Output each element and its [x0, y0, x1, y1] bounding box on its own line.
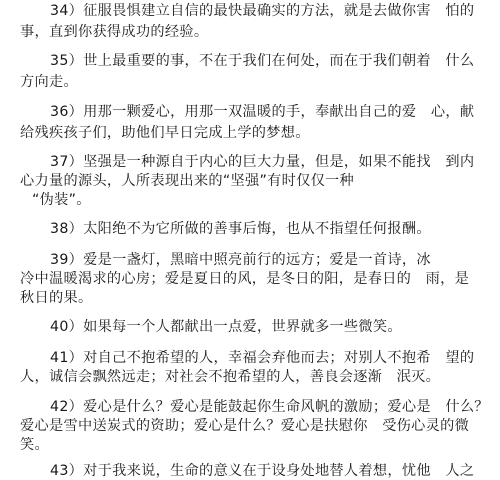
paragraph-line: 冷中温暖渴求的心房；爱是夏日的风，是冬日的阳，是春日的 雨，是 [20, 271, 470, 287]
paragraph-line: 34）征服畏惧建立自信的最快最确实的方法，就是去做你害 怕的 [50, 3, 475, 19]
paragraph-line: 38）太阳绝不为它所做的善事后悔，也从不指望任何报酬。 [50, 221, 431, 237]
paragraph-line: 36）用那一颗爱心，用那一双温暖的手，奉献出自己的爱 心，献 [50, 104, 475, 120]
paragraph-line: 35）世上最重要的事，不在于我们在何处，而在于我们朝着 什么 [50, 53, 475, 69]
paragraph-line: 方向走。 [20, 74, 78, 90]
paragraph-line: “伪装”。 [32, 192, 91, 208]
paragraph-line: 事，直到你获得成功的经验。 [20, 24, 209, 40]
paragraph-line: 43）对于我来说，生命的意义在于设身处地替人着想，忧他 人之 [50, 463, 475, 479]
paragraph-line: 37）坚强是一种源自于内心的巨大力量，但是，如果不能找 到内 [50, 154, 475, 170]
paragraph-line: 心力量的源头，人所表现出来的“坚强”有时仅仅一种 [20, 173, 355, 189]
paragraph-line: 笑。 [20, 437, 49, 453]
paragraph-line: 人，诚信会飘然远走；对社会不抱希望的人，善良会逐渐 泯灭。 [20, 369, 441, 385]
paragraph-line: 给残疾孩子们，助他们早日完成上学的梦想。 [20, 125, 310, 141]
paragraph-line: 39）爱是一盏灯，黑暗中照亮前行的远方；爱是一首诗，冰 [50, 252, 431, 268]
paragraph-line: 42）爱心是什么？爱心是能鼓起你生命风帆的激励；爱心是 什么？ [50, 399, 489, 415]
paragraph-line: 秋日的果。 [20, 290, 93, 306]
paragraph-line: 爱心是雪中送炭式的资助；爱心是什么？爱心是扶慰你 受伤心灵的微 [20, 418, 470, 434]
paragraph-line: 40）如果每一个人都献出一点爱，世界就多一些微笑。 [50, 319, 402, 335]
paragraph-line: 41）对自己不抱希望的人，幸福会弃他而去；对别人不抱希 望的 [50, 350, 475, 366]
